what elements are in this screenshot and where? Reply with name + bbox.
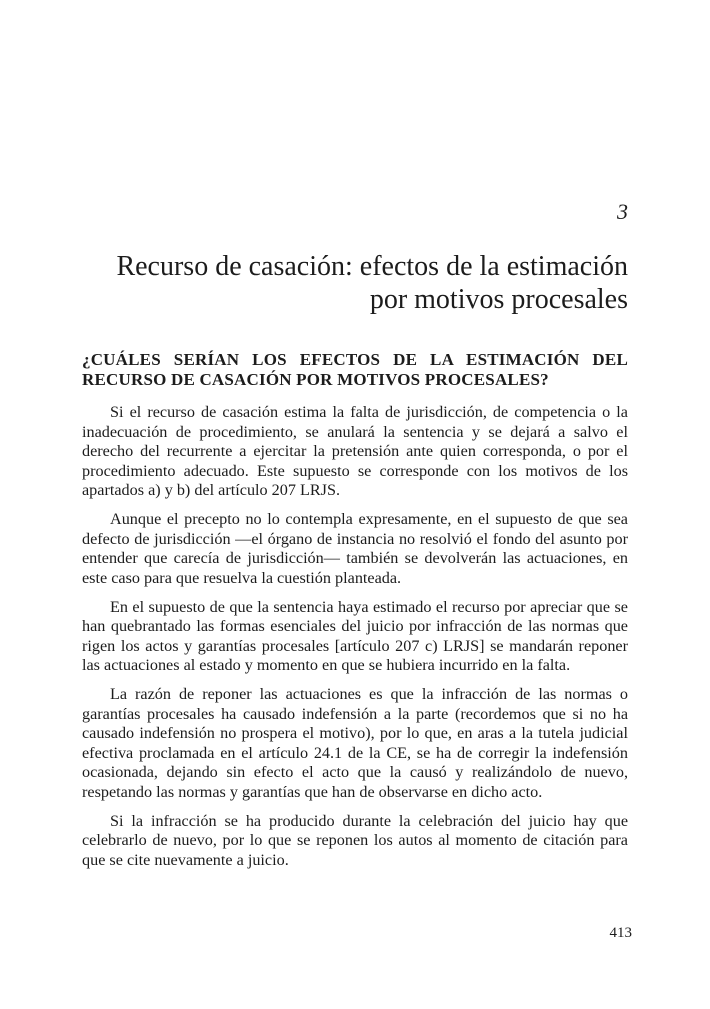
body-paragraph-4: La razón de reponer las actuaciones es que la infracción de las normas o garantías procesales ha causado indefensión a la parte (recordemos que si no ha causado indefensión no prospera el motivo), por lo que, en aras a la tutela judicial efectiva proclamada en el artículo 24.1 de la CE, se ha de corregir la indefensión ocasionada, dejando sin efecto el acto que la causó y realizándolo de nuevo, respetando las normas y garantías que han de observarse en dicho acto. <box>82 685 628 801</box>
page-title: Recurso de casación: efectos de la estimación por motivos procesales <box>116 251 628 315</box>
body-paragraph-3: En el supuesto de que la sentencia haya estimado el recurso por apreciar que se han quebrantado las formas esenciales del juicio por infracción de las normas que rigen los actos y garantías procesales [artículo 207 c) LRJS] se mandarán reponer las actuaciones al estado y momento en que se hubiera incurrido en la falta. <box>82 597 628 675</box>
body-paragraph-1: Si el recurso de casación estima la falta de jurisdicción, de competencia o la inadecuación de procedimiento, se anulará la sentencia y se dejará a salvo el derecho del recurrente a ejercitar la pretensión ante quien corresponda, o por el procedimiento adecuado. Este supuesto se corresponde con los motivos de los apartados a) y b) del artículo 207 LRJS. <box>82 403 628 500</box>
page-content <box>82 0 628 870</box>
section-heading: ¿CUÁLES SERÍAN LOS EFECTOS DE LA ESTIMACIÓN DEL RECURSO DE CASACIÓN POR MOTIVOS PROCESALES? <box>82 350 628 389</box>
page-number: 413 <box>609 925 632 941</box>
body-paragraph-2: Aunque el precepto no lo contempla expresamente, en el supuesto de que sea defecto de jurisdicción —el órgano de instancia no resolvió el fondo del asunto por entender que carecía de jurisdicción— también se devolverán las actuaciones, en este caso para que resuelva la cuestión planteada. <box>82 510 628 587</box>
chapter-number: 3 <box>617 199 628 224</box>
body-paragraph-5: Si la infracción se ha producido durante la celebración del juicio hay que celebrarlo de nuevo, por lo que se reponen los autos al momento de citación para que se cite nuevamente a juicio. <box>82 811 628 869</box>
